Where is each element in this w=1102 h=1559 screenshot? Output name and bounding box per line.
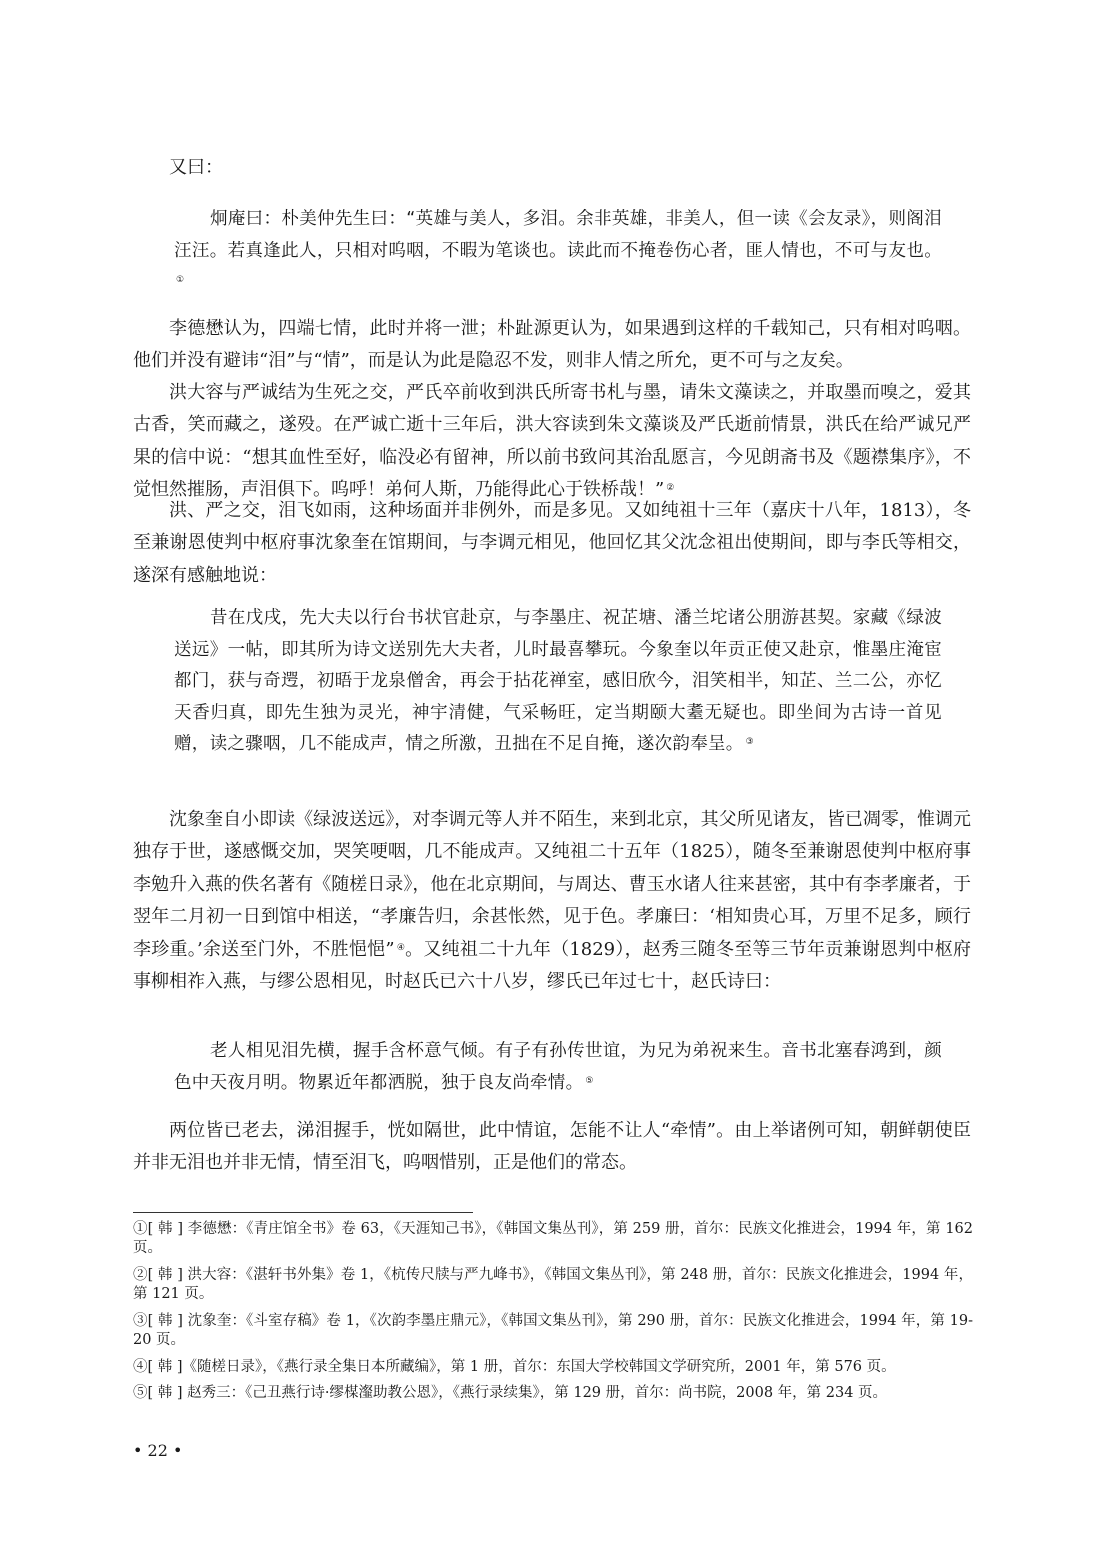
body-paragraph-2	[133, 313, 971, 378]
footnote-4: ④[ 韩 ]《随槎日录》，《燕行录全集日本所藏编》，第 1 册，首尔：东国大学校韩国文学研究所，2001 年，第 576 页。	[133, 1359, 896, 1375]
footnote-ref-3[interactable]: ③	[745, 737, 754, 747]
paragraph-text: 李德懋认为，四端七情，此时并将一泄；朴趾源更认为，如果遇到这样的千载知己，只有相对呜咽。他们并没有避讳“泪”与“情”，而是认为此是隐忍不发，则非人情之所允，更不可与之友矣。	[133, 318, 971, 372]
body-paragraph-6	[133, 1115, 971, 1180]
paragraph-text: 又曰：	[169, 157, 223, 178]
page-number: • 22 •	[133, 1441, 183, 1460]
footnote-divider	[133, 1212, 473, 1213]
paragraph-text: 沈象奎自小即读《绿波送远》，对李调元等人并不陌生，来到北京，其父所见诸友，皆已凋零，惟调元独存于世，遂感慨交加，哭笑哽咽，几不能成声。又纯祖二十五年（1825），随冬至兼谢恩使判中枢府事李勉升入燕的佚名著有《随槎日录》，他在北京期间，与周达、曹玉水诸人往来甚密，其中有李孝廉者，于翌年二月初一日到馆中相送，“孝廉告归，余甚怅然，见于色。孝廉曰：‘相知贵心耳，万里不足多，顾行李珍重。’余送至门外，不胜悒悒”	[133, 809, 971, 960]
body-paragraph-3	[133, 377, 971, 507]
paragraph-text: 洪、严之交，泪飞如雨，这种场面并非例外，而是多见。又如纯祖十三年（嘉庆十八年，1813），冬至兼谢恩使判中枢府事沈象奎在馆期间，与李调元相见，他回忆其父沈念祖出使期间，即与李氏等相交，遂深有感触地说：	[133, 500, 971, 586]
footnote-ref-4[interactable]: ④	[396, 942, 406, 953]
block-quote-3	[174, 1036, 942, 1099]
paragraph-text: 两位皆已老去，涕泪握手，恍如隔世，此中情谊，怎能不让人“牵情”。由上举诸例可知，朝鲜朝使臣并非无泪也并非无情，情至泪飞，呜咽惜别，正是他们的常态。	[133, 1120, 971, 1174]
body-paragraph-5	[133, 804, 971, 998]
footnote-2: ②[ 韩 ] 洪大容：《湛轩书外集》卷 1，《杭传尺牍与严九峰书》，《韩国文集丛刊》，第 248 册，首尔：民族文化推进会，1994 年，第 121 页。	[133, 1267, 973, 1302]
footnote-3: ③[ 韩 ] 沈象奎：《斗室存稿》卷 1，《次韵李墨庄鼎元》，《韩国文集丛刊》，第 290 册，首尔：民族文化推进会，1994 年，第 19-20 页。	[133, 1313, 973, 1348]
block-quote-1	[174, 204, 942, 299]
footnote-ref-1[interactable]: ①	[176, 275, 185, 285]
paragraph-text: 洪大容与严诚结为生死之交，严氏卒前收到洪氏所寄书札与墨，请朱文藻读之，并取墨而嗅之，爱其古香，笑而藏之，遂殁。在严诚亡逝十三年后，洪大容读到朱文藻谈及严氏逝前情景，洪氏在给严诚兄严果的信中说：“想其血性至好，临没必有留神，所以前书致问其治乱愿言，今见朗斋书及《题襟集序》，不觉怛然摧肠，声泪俱下。呜呼！弟何人斯，乃能得此心于铁桥哉！”	[133, 382, 971, 501]
body-paragraph-4	[133, 495, 971, 592]
block-quote-2	[174, 603, 942, 761]
body-paragraph-1	[133, 152, 971, 184]
footnote-ref-2[interactable]: ②	[666, 483, 675, 494]
footnote-5: ⑤[ 韩 ] 赵秀三：《己丑燕行诗·缪楳瀣助教公恩》，《燕行录续集》，第 129 册，首尔：尚书院，2008 年，第 234 页。	[133, 1385, 888, 1401]
quote-text: 老人相见泪先横，握手含杯意气倾。有子有孙传世谊，为兄为弟祝来生。音书北塞春鸿到，颜色中天夜月明。物累近年都洒脱，独于良友尚牵情。	[174, 1041, 942, 1093]
footnote-1: ①[ 韩 ] 李德懋：《青庄馆全书》卷 63，《天涯知己书》，《韩国文集丛刊》，第 259 册，首尔：民族文化推进会，1994 年，第 162 页。	[133, 1221, 973, 1256]
footnote-ref-5[interactable]: ⑤	[585, 1075, 594, 1086]
quote-text: 炯庵曰：朴美仲先生曰：“英雄与美人，多泪。余非英雄，非美人，但一读《会友录》，则阁泪汪汪。若真逢此人，只相对呜咽，不暇为笔谈也。读此而不掩卷伤心者，匪人情也，不可与友也。	[174, 209, 942, 261]
paragraph-text-continued: 。又纯祖二十九年（1829），赵秀三随冬至等三节年贡兼谢恩判中枢府事柳相祚入燕，与缪公恩相见，时赵氏已六十八岁，缪氏已年过七十，赵氏诗曰：	[133, 938, 971, 993]
quote-text: 昔在戊戌，先大夫以行台书状官赴京，与李墨庄、祝芷塘、潘兰坨诸公朋游甚契。家藏《绿波送远》一帖，即其所为诗文送别先大夫者，儿时最喜攀玩。今象奎以年贡正使又赴京，惟墨庄淹宦都门，获与奇遌，初晤于龙泉僧舍，再会于拈花禅室，感旧欣今，泪笑相半，知芷、兰二公，亦忆天香归真，即先生独为灵光，神宇清健，气采畅旺，定当期颐大耋无疑也。即坐间为古诗一首见赠，读之骤咽，几不能成声，情之所激，丑拙在不足自掩，遂次韵奉呈。	[174, 608, 942, 754]
